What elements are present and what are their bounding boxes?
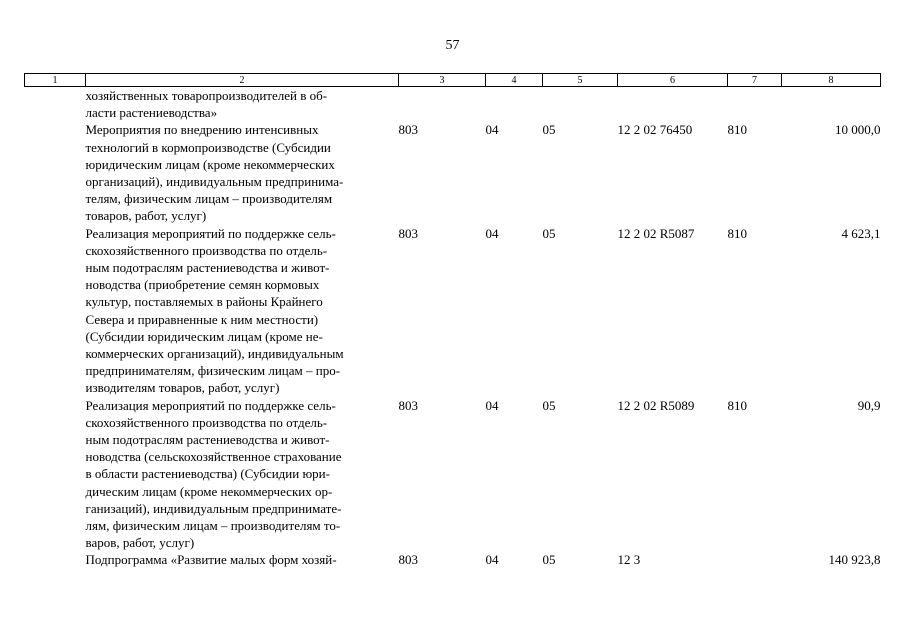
table-body xyxy=(25,87,881,569)
table-row xyxy=(25,225,881,397)
column-number-header: 3 xyxy=(399,74,486,87)
target-article-cell: 12 2 02 R5089 xyxy=(617,397,695,413)
subsection-code-cell xyxy=(543,87,618,122)
amount-cell: 4 623,1 xyxy=(841,225,881,241)
item-name-line: технологий в кормопроизводстве (Субсидии xyxy=(85,139,331,155)
expense-type-cell xyxy=(728,551,782,568)
item-name-line: лям, физическим лицам – производителям то- xyxy=(85,518,341,534)
column-number-header: 8 xyxy=(782,74,881,87)
budget-table xyxy=(24,73,881,569)
column-number-row xyxy=(25,74,881,87)
subsection-code-cell: 05 xyxy=(542,552,556,568)
item-name-line: Мероприятия по внедрению интенсивных xyxy=(85,122,319,138)
department-code-cell: 803 xyxy=(398,225,418,241)
item-name-line: в области растениеводства) (Субсидии юри- xyxy=(85,466,330,482)
item-name-line: Реализация мероприятий по поддержке сель- xyxy=(85,397,336,413)
item-name-line: организаций), индивидуальным предпринима- xyxy=(85,174,344,190)
subsection-code-cell: 05 xyxy=(542,122,556,138)
column-number-header: 5 xyxy=(543,74,618,87)
item-name-line: юридическим лицам (кроме некоммерческих xyxy=(85,156,335,172)
section-code-cell: 04 xyxy=(485,397,499,413)
amount-cell: 10 000,0 xyxy=(835,122,881,138)
item-name-line: ганизаций), индивидуальным предпринимате- xyxy=(85,500,342,516)
table-row xyxy=(25,397,881,552)
item-name-line: культур, поставляемых в районы Крайнего xyxy=(85,294,323,310)
item-name-line: Подпрограмма «Развитие малых форм хозяй- xyxy=(85,552,337,568)
item-name-line: Севера и приравненные к ним местности) xyxy=(85,311,319,327)
column-number-header: 7 xyxy=(728,74,782,87)
item-name-line: Реализация мероприятий по поддержке сель- xyxy=(85,225,336,241)
item-name-cell xyxy=(86,225,399,397)
department-code-cell: 803 xyxy=(398,397,418,413)
item-name-line: варов, работ, услуг) xyxy=(85,535,195,551)
item-name-line: товаров, работ, услуг) xyxy=(85,208,207,224)
item-name-line: коммерческих организаций), индивидуальным xyxy=(85,346,344,362)
item-name-line: предпринимателям, физическим лицам – про- xyxy=(85,363,341,379)
subsection-code-cell: 05 xyxy=(542,397,556,413)
item-name-line: новодства (сельскохозяйственное страхование xyxy=(85,449,342,465)
item-name-line: скохозяйственного производства по отдель- xyxy=(85,242,328,258)
department-code-cell: 803 xyxy=(398,552,418,568)
subsection-code-cell: 05 xyxy=(542,225,556,241)
item-name-line: ласти растениеводства» xyxy=(85,105,218,121)
section-code-cell xyxy=(486,87,543,122)
column-number-header: 6 xyxy=(618,74,728,87)
column-number-header: 4 xyxy=(486,74,543,87)
row-number-cell xyxy=(25,121,86,224)
page-number: 57 xyxy=(445,38,460,53)
item-name-line: дическим лицам (кроме некоммерческих ор- xyxy=(85,483,333,499)
item-name-line: изводителям товаров, работ, услуг) xyxy=(85,380,280,396)
column-number-header: 1 xyxy=(25,74,86,87)
target-article-cell: 12 3 xyxy=(617,552,641,568)
item-name-line: скохозяйственного производства по отдель- xyxy=(85,414,328,430)
department-code-cell: 803 xyxy=(398,122,418,138)
expense-type-cell xyxy=(728,87,782,122)
item-name-line: новодства (приобретение семян кормовых xyxy=(85,277,320,293)
expense-type-cell: 810 xyxy=(727,122,747,138)
section-code-cell: 04 xyxy=(485,552,499,568)
item-name-cell xyxy=(86,397,399,552)
table-row xyxy=(25,121,881,224)
row-number-cell xyxy=(25,551,86,568)
item-name-cell xyxy=(86,551,399,568)
row-number-cell xyxy=(25,87,86,122)
row-number-cell xyxy=(25,225,86,397)
column-number-header: 2 xyxy=(86,74,399,87)
table-row xyxy=(25,87,881,122)
table-row xyxy=(25,551,881,568)
item-name-line: телям, физическим лицам – производителям xyxy=(85,191,333,207)
item-name-line: ным подотраслям растениеводства и живот- xyxy=(85,260,330,276)
target-article-cell xyxy=(618,87,728,122)
section-code-cell: 04 xyxy=(485,122,499,138)
item-name-line: ным подотраслям растениеводства и живот- xyxy=(85,432,330,448)
item-name-line: хозяйственных товаропроизводителей в об- xyxy=(85,88,328,103)
row-number-cell xyxy=(25,397,86,552)
item-name-cell xyxy=(86,87,399,122)
item-name-cell xyxy=(86,121,399,224)
item-name-line: (Субсидии юридическим лицам (кроме не- xyxy=(85,328,323,344)
expense-type-cell: 810 xyxy=(727,397,747,413)
amount-cell: 90,9 xyxy=(857,397,881,413)
amount-cell: 140 923,8 xyxy=(828,552,881,568)
amount-cell xyxy=(782,87,881,122)
department-code-cell xyxy=(399,87,486,122)
section-code-cell: 04 xyxy=(485,225,499,241)
target-article-cell: 12 2 02 R5087 xyxy=(617,225,695,241)
target-article-cell: 12 2 02 76450 xyxy=(617,122,693,138)
expense-type-cell: 810 xyxy=(727,225,747,241)
